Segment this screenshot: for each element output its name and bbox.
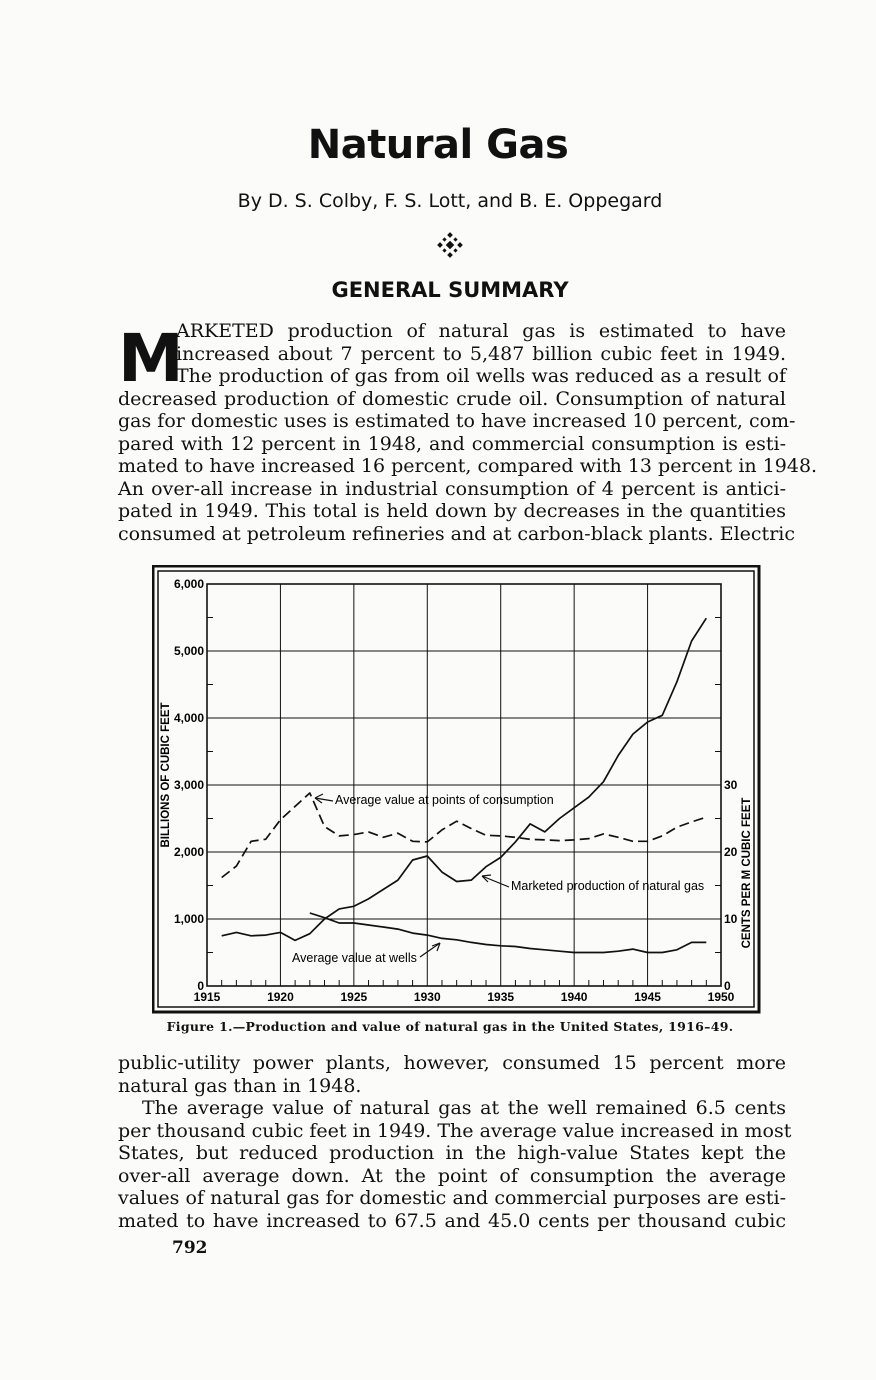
- figure-caption: Figure 1.—Production and value of natural gas in the United States, 1916–49.: [166, 1019, 734, 1034]
- page-number: 792: [172, 1238, 208, 1258]
- intro-line: The production of gas from oil wells was reduced as a result of: [176, 365, 786, 387]
- x-tick-label: 1950: [707, 990, 735, 1004]
- body-line: The average value of natural gas at the well remained 6.5 cents: [142, 1097, 786, 1119]
- body-line: over-all average down. At the point of consumption the average: [118, 1164, 786, 1187]
- y-tick-label-left: 5,000: [173, 644, 204, 658]
- continuation-paragraph: [118, 1052, 792, 1232]
- intro-line: decreased production of domestic crude oil. Consumption of natural: [118, 387, 786, 410]
- y-tick-label-left: 6,000: [173, 577, 204, 591]
- authors-line: By D. S. Colby, F. S. Lott, and B. E. Oppegard: [237, 190, 663, 212]
- x-tick-label: 1915: [193, 990, 221, 1004]
- intro-line: mated to have increased 16 percent, compared with 13 percent in 1948.: [118, 455, 818, 477]
- body-line: public-utility power plants, however, consumed 15 percent more: [118, 1052, 786, 1074]
- drop-cap: M: [118, 320, 184, 397]
- y-tick-label-right: 20: [724, 845, 738, 859]
- y-tick-label-left: 3,000: [173, 778, 204, 792]
- figure-inner-frame: [158, 571, 754, 1007]
- y-tick-label-right: 30: [724, 778, 738, 792]
- y-tick-label-right: 10: [724, 912, 738, 926]
- intro-line: pared with 12 percent in 1948, and commercial consumption is esti-: [118, 432, 786, 455]
- intro-line: consumed at petroleum refineries and at carbon-black plants. Electric: [118, 522, 795, 545]
- intro-paragraph: [118, 320, 818, 545]
- intro-line: ARKETED production of natural gas is estimated to have: [176, 320, 786, 342]
- page-title: Natural Gas: [307, 122, 569, 168]
- series-label-production: Marketed production of natural gas: [511, 879, 705, 893]
- figure-frame: [153, 566, 759, 1012]
- y-tick-label-left: 0: [197, 979, 204, 993]
- series-label-wells: Average value at wells: [292, 951, 417, 965]
- y-tick-label-right: 0: [724, 979, 731, 993]
- x-tick-label: 1945: [634, 990, 661, 1004]
- ornament-icon: [437, 232, 463, 258]
- x-tick-label: 1940: [560, 990, 588, 1004]
- body-line: natural gas than in 1948.: [118, 1074, 362, 1097]
- section-heading: GENERAL SUMMARY: [331, 278, 569, 302]
- figure-chart: [152, 565, 762, 1015]
- body-line: values of natural gas for domestic and commercial purposes are esti-: [118, 1187, 786, 1209]
- body-line: States, but reduced production in the high-value States kept the: [118, 1142, 786, 1164]
- y-tick-label-left: 1,000: [173, 912, 204, 926]
- x-tick-label: 1935: [487, 990, 515, 1004]
- ylabel-right: CENTS PER M CUBIC FEET: [741, 797, 753, 949]
- ylabel-left: BILLIONS OF CUBIC FEET: [160, 702, 172, 848]
- y-tick-label-left: 4,000: [173, 711, 204, 725]
- y-tick-label-left: 2,000: [173, 845, 204, 859]
- intro-line: gas for domestic uses is estimated to have increased 10 percent, com-: [118, 410, 796, 432]
- intro-line: pated in 1949. This total is held down by decreases in the quantities: [118, 500, 786, 522]
- x-tick-label: 1930: [413, 990, 441, 1004]
- x-tick-label: 1920: [267, 990, 294, 1004]
- x-tick-label: 1925: [340, 990, 368, 1004]
- body-line: per thousand cubic feet in 1949. The average value increased in most: [118, 1119, 792, 1142]
- grid: [207, 584, 721, 986]
- body-line: mated to have increased to 67.5 and 45.0 cents per thousand cubic: [118, 1209, 786, 1232]
- intro-line: An over-all increase in industrial consumption of 4 percent is antici-: [118, 477, 786, 500]
- series-label-consumption: Average value at points of consumption: [335, 793, 554, 807]
- arrow-production: [482, 876, 509, 887]
- intro-line: increased about 7 percent to 5,487 billion cubic feet in 1949.: [176, 342, 786, 365]
